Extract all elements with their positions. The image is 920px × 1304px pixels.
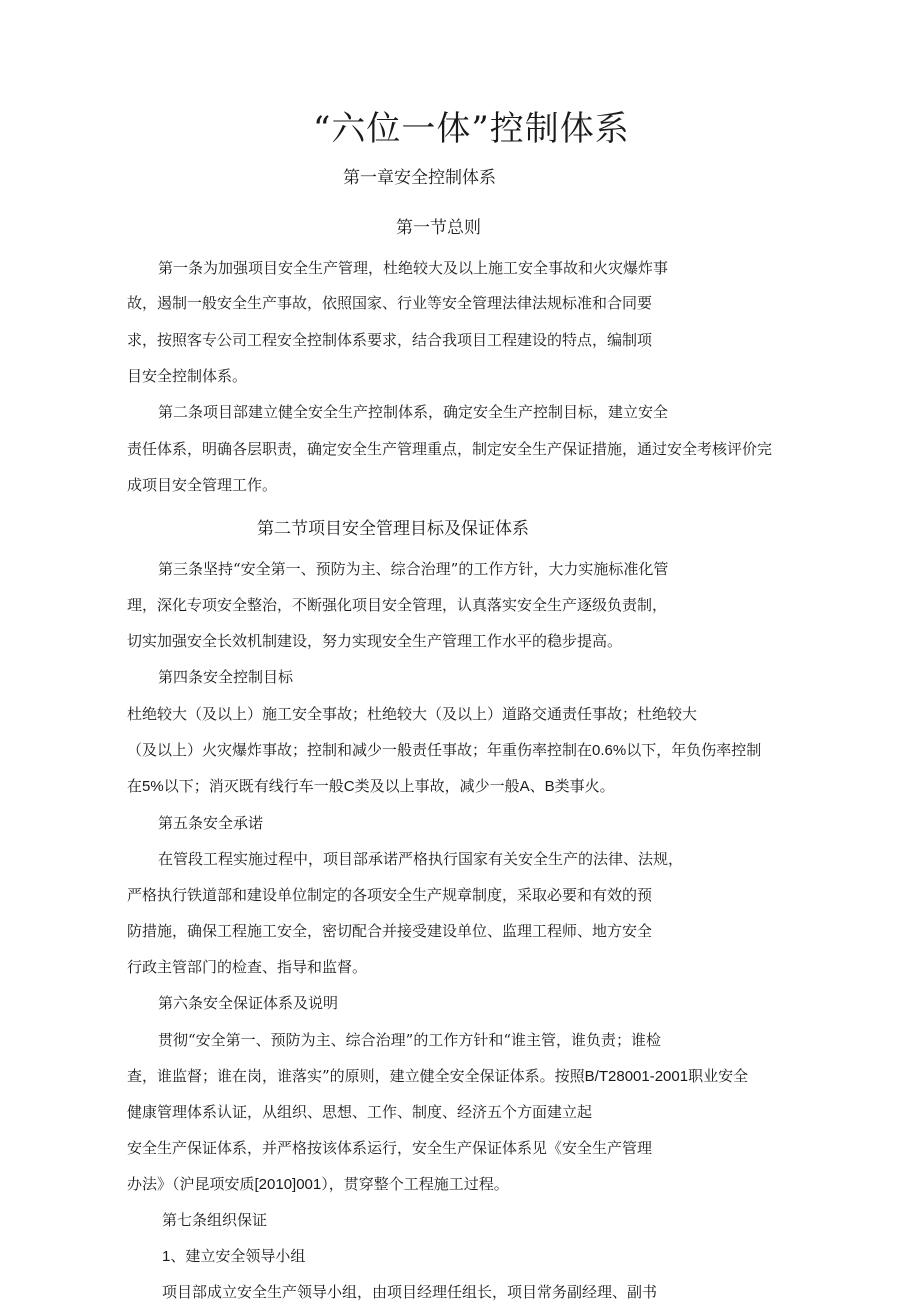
article-4-line-3	[127, 776, 615, 797]
article-5-heading: 第五条安全承诺	[158, 814, 264, 832]
article-7-heading: 第七条组织保证	[162, 1211, 268, 1229]
article-5-line-1: 在管段工程实施过程中，项目部承诺严格执行国家有关安全生产的法律、法规，	[158, 850, 684, 868]
injury-rate-value: 0.6%	[592, 742, 627, 759]
article-5-line-3: 防措施，确保工程施工安全，密切配合并接受建设单位、监理工程师、地方安全	[127, 922, 653, 940]
casualty-rate-value: 5%	[142, 778, 164, 795]
article-2-line-1: 第二条项目部建立健全安全生产控制体系，确定安全生产控制目标，建立安全	[158, 403, 669, 421]
article-4-line-2	[127, 740, 761, 761]
article-6-heading: 第六条安全保证体系及说明	[158, 994, 339, 1012]
article-4-line-2-part-c: 以下，年负伤率控制	[626, 741, 762, 759]
chapter-heading: 第一章安全控制体系	[343, 168, 496, 188]
list-item-label: 、建立安全领导小组	[170, 1247, 306, 1265]
article-3-line-2: 理，深化专项安全整治，不断强化项目安全管理，认真落实安全生产逐级负责制，	[127, 596, 668, 614]
article-6-line-5-part-a: 办法》（沪昆项安质	[127, 1175, 255, 1193]
list-item-1-heading	[162, 1246, 305, 1267]
list-item-number: 1	[162, 1248, 171, 1265]
accident-class-c: C	[343, 778, 355, 795]
article-4-line-3-part-e: 类及以上事故，减少一般	[354, 777, 520, 795]
article-3-line-1: 第三条坚持“安全第一、预防为主、综合治理”的工作方针，大力实施标准化管	[158, 560, 669, 578]
article-4-line-2-part-a: （及以上）火灾爆炸事故；控制和减少一般责任事故；年重伤率控制在	[127, 741, 593, 759]
article-4-line-3-part-c: 以下；消灭既有线行车一般	[163, 777, 344, 795]
article-4-heading: 第四条安全控制目标	[158, 668, 294, 686]
article-5-line-4: 行政主管部门的检查、指导和监督。	[127, 958, 368, 976]
article-4-line-1: 杜绝较大（及以上）施工安全事故；杜绝较大（及以上）道路交通责任事故；杜绝较大	[127, 705, 698, 723]
section-heading-2: 第二节项目安全管理目标及保证体系	[257, 519, 529, 539]
article-1-line-4: 目安全控制体系。	[127, 367, 248, 385]
article-1-line-3: 求，按照客专公司工程安全控制体系要求，结合我项目工程建设的特点，编制项	[127, 331, 653, 349]
article-1-line-1: 第一条为加强项目安全生产管理，杜绝较大及以上施工安全事故和火灾爆炸事	[158, 259, 669, 277]
article-3-line-3: 切实加强安全长效机制建设，努力实现安全生产管理工作水平的稳步提高。	[127, 632, 623, 650]
article-6-line-2	[127, 1066, 748, 1087]
standard-code: B/T28001-2001	[584, 1068, 689, 1085]
list-item-1-body: 项目部成立安全生产领导小组，由项目经理任组长，项目常务副经理、副书	[162, 1283, 658, 1301]
article-6-line-5	[127, 1174, 509, 1195]
article-2-line-2: 责任体系，明确各层职责，确定安全生产管理重点，制定安全生产保证措施，通过安全考核评价完	[127, 440, 773, 458]
article-1-line-2: 故，遏制一般安全生产事故，依照国家、行业等安全管理法律法规标准和合同要	[127, 294, 653, 312]
article-6-line-3: 健康管理体系认证，从组织、思想、工作、制度、经济五个方面建立起	[127, 1103, 593, 1121]
document-title: “六位一体”控制体系	[313, 109, 630, 149]
article-6-line-2-part-a: 查，谁监督；谁在岗，谁落实”的原则，建立健全安全保证体系。按照	[127, 1067, 585, 1085]
document-number: [2010]001	[254, 1176, 322, 1193]
article-6-line-5-part-c: ），贯穿整个工程施工过程。	[321, 1175, 509, 1193]
article-6-line-2-part-c: 职业安全	[688, 1067, 749, 1085]
article-4-line-3-part-a: 在	[127, 777, 143, 795]
section-heading-1: 第一节总则	[396, 218, 481, 238]
accident-class-ab: A、B	[519, 778, 555, 795]
article-2-line-3: 成项目安全管理工作。	[127, 476, 278, 494]
article-6-line-4: 安全生产保证体系，并严格按该体系运行，安全生产保证体系见《安全生产管理	[127, 1139, 653, 1157]
article-6-line-1: 贯彻“安全第一、预防为主、综合治理”的工作方针和“谁主管，谁负责；谁检	[158, 1031, 662, 1049]
article-5-line-2: 严格执行铁道部和建设单位制定的各项安全生产规章制度，采取必要和有效的预	[127, 886, 653, 904]
article-4-line-3-part-g: 类事火。	[554, 777, 615, 795]
